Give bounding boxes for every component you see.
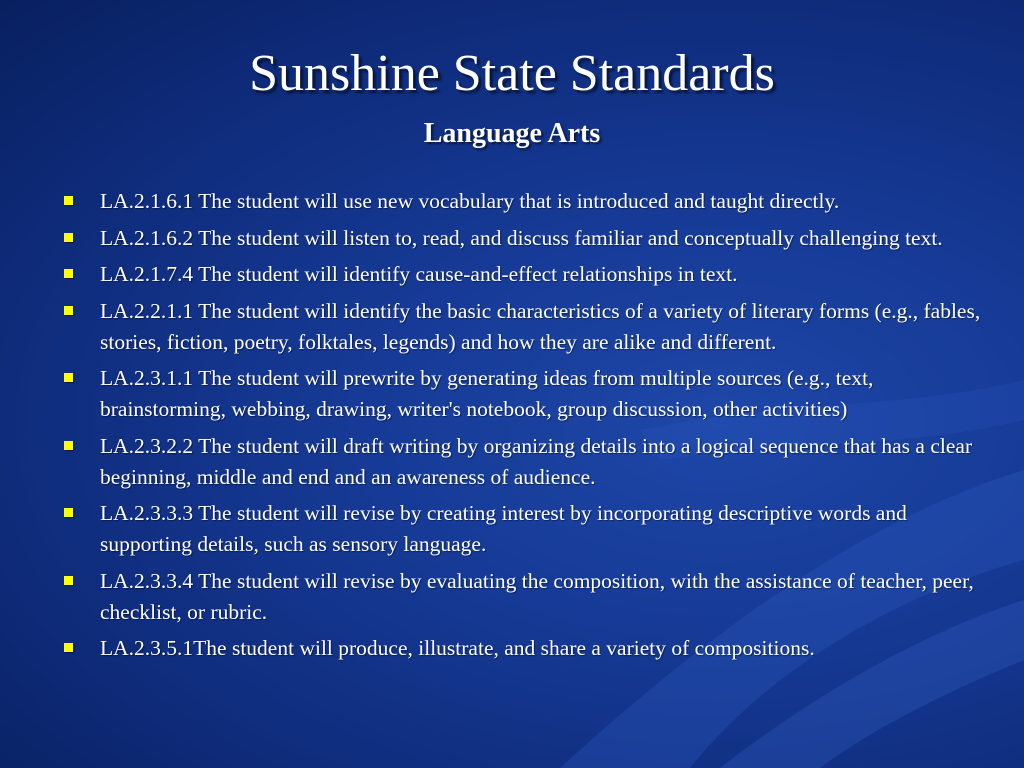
list-item-text: LA.2.3.3.4 The student will revise by evaluating the composition, with the assistance of teacher, peer, checklist, or rubric. — [100, 568, 974, 624]
list-item-text: LA.2.3.5.1The student will produce, illustrate, and share a variety of compositions. — [100, 636, 815, 660]
list-item — [60, 259, 990, 290]
list-item — [60, 566, 990, 628]
slide-title: Sunshine State Standards — [249, 45, 775, 102]
list-item — [60, 633, 990, 664]
list-item-text: LA.2.1.6.1 The student will use new vocabulary that is introduced and taught directly. — [100, 189, 840, 213]
slide-subtitle: Language Arts — [423, 118, 601, 149]
list-item — [60, 223, 990, 254]
list-item-text: LA.2.3.2.2 The student will draft writing by organizing details into a logical sequence that has a clear beginning, middle and end and an awareness of audience. — [100, 433, 973, 489]
square-bullet-icon — [64, 576, 73, 585]
square-bullet-icon — [64, 373, 73, 382]
list-item — [60, 186, 990, 217]
standards-list — [60, 186, 990, 670]
list-item — [60, 296, 990, 358]
list-item-text: LA.2.3.3.3 The student will revise by creating interest by incorporating descriptive words and supporting details, such as sensory language. — [100, 501, 907, 556]
list-item-text: LA.2.2.1.1 The student will identify the basic characteristics of a variety of literary forms (e.g., fables, stories, fiction, poetry, folktales, legends) and how they are alike and different. — [100, 298, 981, 354]
square-bullet-icon — [64, 269, 73, 278]
list-item-text: LA.2.1.6.2 The student will listen to, read, and discuss familiar and conceptually challenging text. — [100, 225, 943, 250]
list-item — [60, 363, 990, 425]
square-bullet-icon — [64, 508, 73, 517]
square-bullet-icon — [64, 233, 73, 242]
list-item-text: LA.2.3.1.1 The student will prewrite by generating ideas from multiple sources (e.g., text, brainstorming, webbing, drawing, writer's notebook, group discussion, other activities) — [100, 366, 874, 421]
list-item — [60, 498, 990, 560]
square-bullet-icon — [64, 643, 73, 652]
square-bullet-icon — [64, 306, 73, 315]
list-item — [60, 431, 990, 493]
square-bullet-icon — [64, 196, 73, 205]
list-item-text: LA.2.1.7.4 The student will identify cause-and-effect relationships in text. — [100, 262, 738, 286]
square-bullet-icon — [64, 441, 73, 450]
